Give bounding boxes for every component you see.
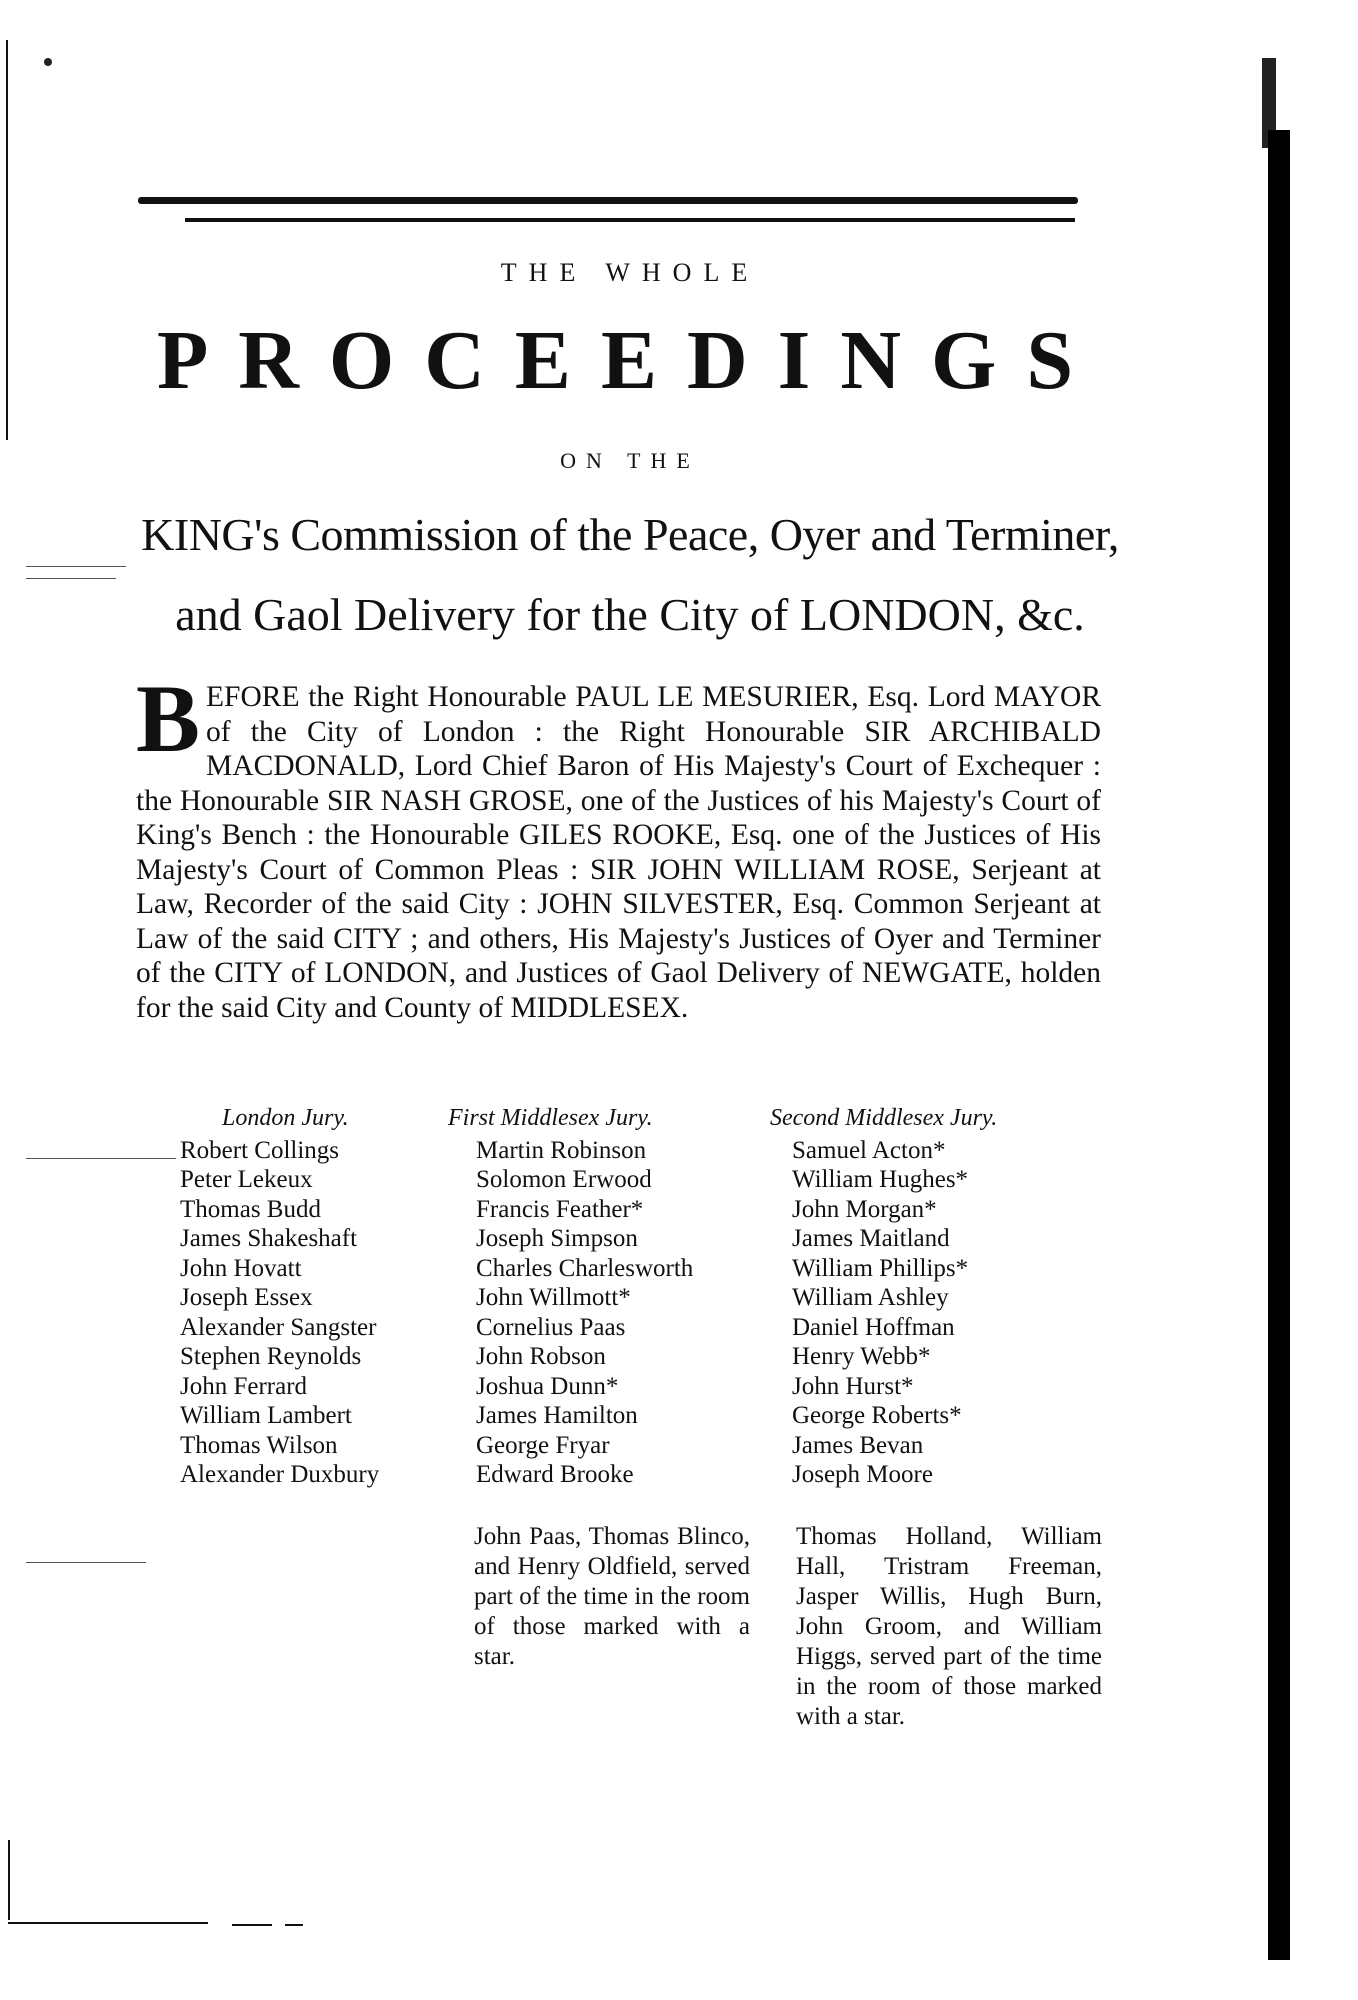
juror: George Roberts*: [792, 1402, 962, 1429]
juror: John Ferrard: [180, 1372, 308, 1400]
jury-heading: Second Middlesex Jury.: [770, 1105, 998, 1131]
top-double-rule: [138, 197, 1078, 204]
juror: Joseph Moore: [792, 1461, 933, 1488]
scan-dash: [26, 566, 126, 567]
scan-dash: [26, 1158, 176, 1159]
left-margin-line-lower: [8, 1840, 10, 1920]
jury-column-london: [180, 1104, 430, 1490]
juror: George Fryar: [476, 1431, 610, 1459]
juror: William Hughes*: [792, 1166, 969, 1193]
jury-heading: London Jury.: [222, 1105, 349, 1131]
juror: Joseph Simpson: [476, 1225, 638, 1252]
juror: Cornelius Paas: [476, 1313, 626, 1341]
juror: James Maitland: [792, 1225, 950, 1252]
bottom-rule: [8, 1922, 208, 1924]
juror: William Ashley: [792, 1284, 949, 1311]
substitute-note-second: Thomas Holland, William Hall, Tristram Freeman, Jasper Willis, Hugh Burn, John Groom, and William Higgs, served part of the time in the room of those marked with a star.: [796, 1523, 1102, 1730]
juror: Samuel Acton*: [792, 1136, 946, 1164]
subtitle-line-1: KING's Commission of the Peace, Oyer and Terminer,: [141, 509, 1119, 560]
juror: John Hurst*: [792, 1372, 914, 1400]
left-margin-line: [6, 40, 8, 440]
juror: Alexander Sangster: [180, 1313, 377, 1341]
scan-speck: [44, 58, 52, 66]
drop-cap: B: [136, 665, 201, 772]
heading-the-whole: THE WHOLE: [500, 258, 760, 287]
juror: Thomas Wilson: [180, 1431, 338, 1459]
subtitle-line-2: and Gaol Delivery for the City of LONDON, &c.: [175, 589, 1085, 640]
juror: Martin Robinson: [476, 1136, 647, 1164]
juror: John Robson: [476, 1343, 606, 1370]
jury-heading: First Middlesex Jury.: [448, 1105, 653, 1131]
juror: James Hamilton: [476, 1402, 638, 1429]
scan-dash: [26, 1562, 146, 1563]
juror: Robert Collings: [180, 1136, 340, 1164]
juror: William Phillips*: [792, 1254, 969, 1282]
juror: John Morgan*: [792, 1195, 937, 1223]
bottom-rule-dash: [285, 1924, 303, 1926]
juror: Joseph Essex: [180, 1284, 313, 1311]
juror: John Willmott*: [476, 1284, 631, 1311]
scan-dash: [26, 578, 116, 579]
jury-column-second-middlesex: [770, 1104, 1100, 1490]
juror: James Shakeshaft: [180, 1225, 358, 1252]
jury-column-first-middlesex: [448, 1104, 758, 1490]
juror: Francis Feather*: [476, 1195, 644, 1223]
juror: John Hovatt: [180, 1254, 302, 1282]
main-title: PROCEEDINGS: [156, 314, 1104, 407]
juror: Peter Lekeux: [180, 1166, 313, 1193]
heading-on-the: ON THE: [560, 448, 700, 473]
bottom-rule-dash: [232, 1924, 272, 1926]
juror: William Lambert: [180, 1402, 352, 1429]
juror: Alexander Duxbury: [180, 1461, 380, 1488]
juror: James Bevan: [792, 1431, 924, 1459]
intro-paragraph: [136, 665, 1101, 1025]
juror: Joshua Dunn*: [476, 1372, 619, 1400]
top-thin-rule: [185, 218, 1075, 222]
substitute-note-first: John Paas, Thomas Blinco, and Henry Oldfield, served part of the time in the room of those marked with a star.: [474, 1523, 750, 1670]
juror: Daniel Hoffman: [792, 1313, 955, 1341]
juror: Edward Brooke: [476, 1461, 634, 1488]
juror: Thomas Budd: [180, 1195, 321, 1223]
juror: Solomon Erwood: [476, 1166, 652, 1193]
intro-text: EFORE the Right Honourable PAUL LE MESURIER, Esq. Lord MAYOR of the City of London : the Right Honourable SIR ARCHIBALD MACDONALD, Lord Chief Baron of His Majesty's Court of Exchequer : the Honourable SIR NASH GROSE, one of the Justices of his Majesty's Court of King's Bench : the Honourable GILES ROOKE, Esq. one of the Justices of His Majesty's Court of Common Pleas : SIR JOHN WILLIAM ROSE, Serjeant at Law, Recorder of the said City : JOHN SILVESTER, Esq. Common Serjeant at Law of the said CITY ; and others, His Majesty's Justices of Oyer and Terminer of the CITY of LONDON, and Justices of Gaol Delivery of NEWGATE, holden for the said City and County of MIDDLESEX.: [136, 681, 1101, 1024]
binding-shadow: [1268, 130, 1290, 1960]
juror: Stephen Reynolds: [180, 1343, 362, 1370]
juror: Henry Webb*: [792, 1343, 931, 1370]
juror: Charles Charlesworth: [476, 1254, 694, 1282]
